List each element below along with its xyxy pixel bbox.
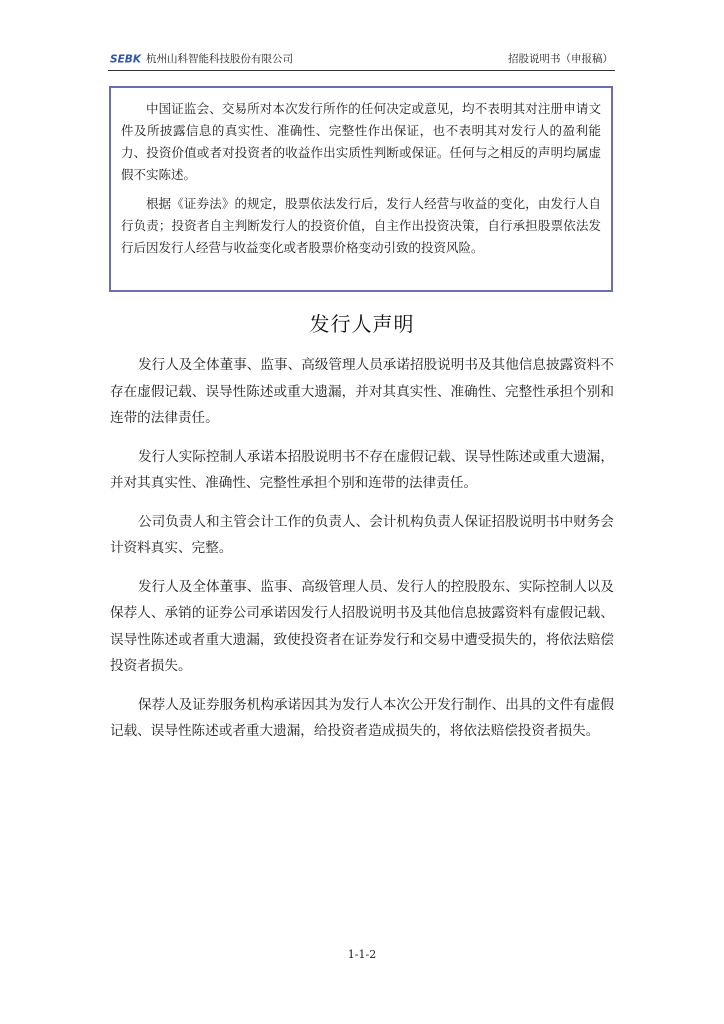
section-title: 发行人声明 [309,312,415,336]
regulatory-notice-box [109,86,613,292]
declaration-paragraph: 公司负责人和主管会计工作的负责人、会计机构负责人保证招股说明书中财务会计资料真实、完整。 [110,513,614,556]
company-name: 杭州山科智能科技股份有限公司 [146,53,293,65]
logo-text: SEBK [110,52,142,64]
notice-paragraph: 中国证监会、交易所对本次发行所作的任何决定或意见，均不表明其对注册申请文件及所披露信息的真实性、准确性、完整性作出保证，也不表明其对发行人的盈利能力、投资价值或者对投资者的收益作出实质性判断或保证。任何与之相反的声明均属虚假不实陈述。 [121,101,601,182]
declaration-paragraph: 发行人及全体董事、监事、高级管理人员承诺招股说明书及其他信息披露资料不存在虚假记载、误导性陈述或重大遗漏，并对其真实性、准确性、完整性承担个别和连带的法律责任。 [110,357,614,426]
page-number: 1-1-2 [347,948,377,961]
document-title: 招股说明书（申报稿） [508,53,613,65]
declaration-paragraph: 保荐人及证券服务机构承诺因其为发行人本次公开发行制作、出具的文件有虚假记载、误导性陈述或者重大遗漏，给投资者造成损失的，将依法赔偿投资者损失。 [110,696,614,739]
declaration-paragraph: 发行人及全体董事、监事、高级管理人员、发行人的控股股东、实际控制人以及保荐人、承销的证券公司承诺因发行人招股说明书及其他信息披露资料有虚假记载、误导性陈述或者重大遗漏，致使投资者在证券发行和交易中遭受损失的，将依法赔偿投资者损失。 [110,578,614,674]
notice-paragraph: 根据《证券法》的规定，股票依法发行后，发行人经营与收益的变化，由发行人自行负责；投资者自主判断发行人的投资价值，自主作出投资决策，自行承担股票依法发行后因发行人经营与收益变化或者股票价格变动引致的投资风险。 [121,196,601,255]
company-logo [110,52,142,64]
declaration-paragraph: 发行人实际控制人承诺本招股说明书不存在虚假记载、误导性陈述或重大遗漏，并对其真实性、准确性、完整性承担个别和连带的法律责任。 [110,448,614,491]
declaration-body [110,352,614,745]
page-header [108,50,615,71]
